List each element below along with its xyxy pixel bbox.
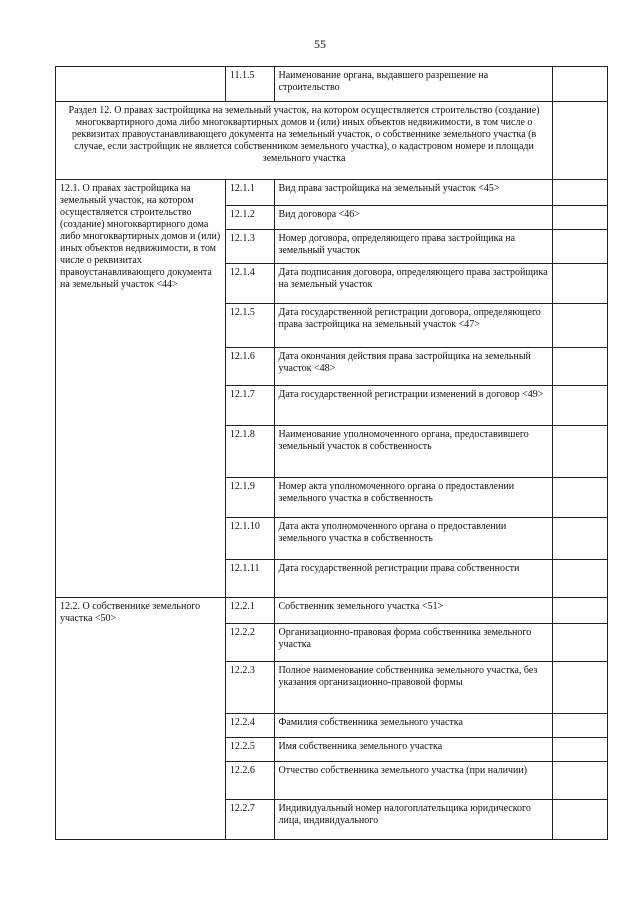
value-cell [553,206,608,230]
row-code: 12.2.3 [225,662,274,714]
section-cell [56,67,226,102]
form-table [55,66,608,840]
value-cell [553,714,608,738]
row-name: Имя собственника земельного участка [274,738,553,762]
value-cell [553,560,608,598]
row-name: Вид договора <46> [274,206,553,230]
row-name: Дата окончания действия права застройщика на земельный участок <48> [274,348,553,386]
row-name: Полное наименование собственника земельного участка, без указания организационно-правовой формы [274,662,553,714]
row-code: 12.1.8 [225,426,274,478]
row-code: 12.1.1 [225,180,274,206]
section-title: Раздел 12. О правах застройщика на земельный участок, на котором осуществляется строительство (создание) многоквартирного дома либо многоквартирных домов и (или) иных объектов недвижимости, в том числе о реквизитах правоустанавливающего документа на земельный участок, о собственнике земельного участка (в случае, если застройщик не является собственником земельного участка), о кадастровом номере и площади земельного участка [56,102,553,180]
row-code: 12.1.7 [225,386,274,426]
value-cell [553,662,608,714]
row-name: Наименование уполномоченного органа, предоставившего земельный участок в собственность [274,426,553,478]
page-number: 55 [314,37,326,51]
row-code: 12.1.2 [225,206,274,230]
group-title: 12.2. О собственнике земельного участка <50> [56,598,226,840]
row-name: Отчество собственника земельного участка (при наличии) [274,762,553,800]
row-code: 12.1.3 [225,230,274,264]
value-cell [553,738,608,762]
row-name: Организационно-правовая форма собственника земельного участка [274,624,553,662]
row-code: 12.1.6 [225,348,274,386]
value-cell [553,478,608,518]
row-code: 11.1.5 [225,67,274,102]
row-name: Фамилия собственника земельного участка [274,714,553,738]
row-name: Наименование органа, выдавшего разрешение на строительство [274,67,553,102]
group-title: 12.1. О правах застройщика на земельный участок, на котором осуществляется строительство (создание) многоквартирного дома либо многоквартирных домов и (или) иных объектов недвижимости, в том числе о реквизитах правоустанавливающего документа на земельный участок <44> [56,180,226,598]
table-row [56,180,608,206]
value-cell [553,386,608,426]
row-name: Индивидуальный номер налогоплательщика юридического лица, индивидуального [274,800,553,840]
value-cell [553,180,608,206]
section-header-row [56,102,608,180]
row-code: 12.1.4 [225,264,274,304]
row-code: 12.1.11 [225,560,274,598]
value-cell [553,67,608,102]
value-cell [553,598,608,624]
row-code: 12.1.9 [225,478,274,518]
table-row [56,67,608,102]
value-cell [553,800,608,840]
row-name: Дата подписания договора, определяющего права застройщика на земельный участок [274,264,553,304]
value-cell [553,762,608,800]
row-name: Дата государственной регистрации права собственности [274,560,553,598]
value-cell [553,230,608,264]
row-name: Номер акта уполномоченного органа о предоставлении земельного участка в собственность [274,478,553,518]
value-cell [553,426,608,478]
row-code: 12.2.5 [225,738,274,762]
row-name: Дата государственной регистрации договора, определяющего права застройщика на земельный участок <47> [274,304,553,348]
table-row [56,598,608,624]
row-code: 12.2.4 [225,714,274,738]
row-name: Номер договора, определяющего права застройщика на земельный участок [274,230,553,264]
value-cell [553,102,608,180]
value-cell [553,264,608,304]
value-cell [553,518,608,560]
row-code: 12.2.1 [225,598,274,624]
row-code: 12.1.5 [225,304,274,348]
row-code: 12.2.7 [225,800,274,840]
row-name: Дата акта уполномоченного органа о предоставлении земельного участка в собственность [274,518,553,560]
row-name: Собственник земельного участка <51> [274,598,553,624]
row-name: Вид права застройщика на земельный участок <45> [274,180,553,206]
value-cell [553,348,608,386]
row-name: Дата государственной регистрации изменений в договор <49> [274,386,553,426]
row-code: 12.1.10 [225,518,274,560]
row-code: 12.2.6 [225,762,274,800]
value-cell [553,304,608,348]
value-cell [553,624,608,662]
row-code: 12.2.2 [225,624,274,662]
